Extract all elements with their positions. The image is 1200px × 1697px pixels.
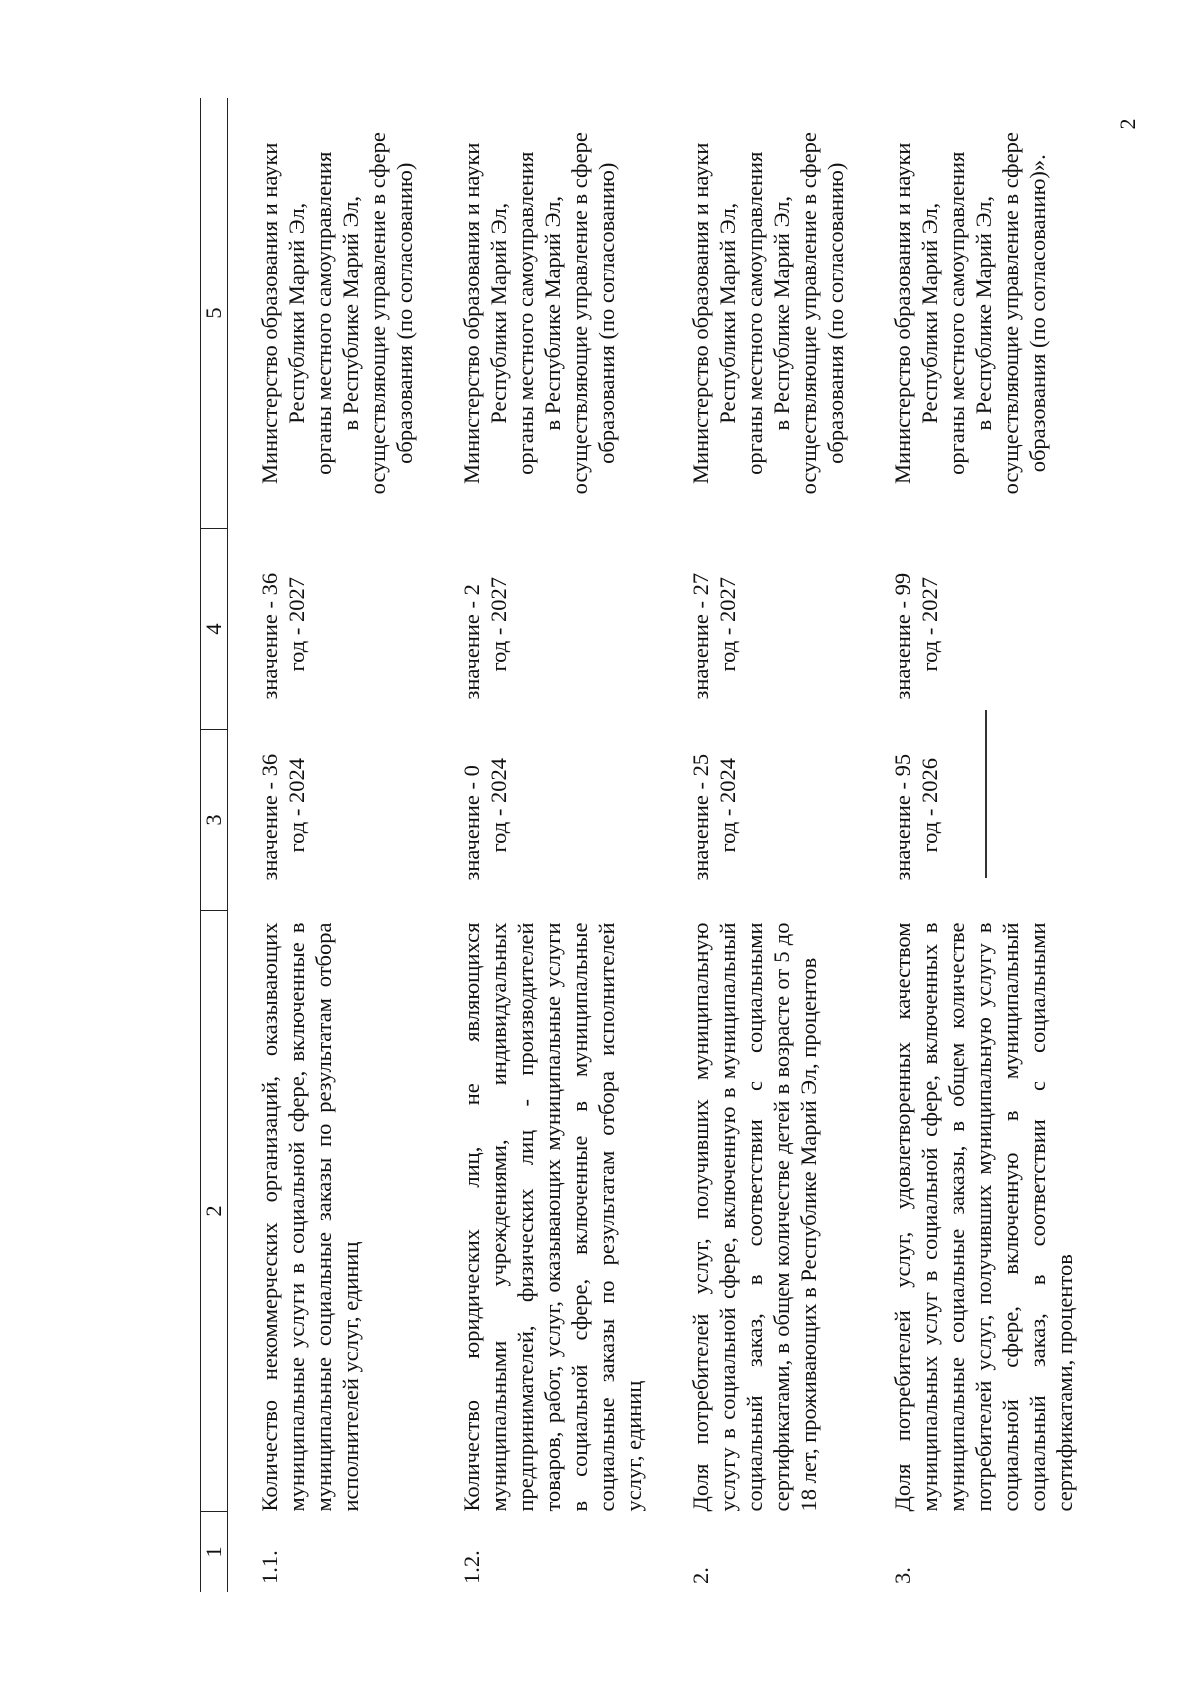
responsible-line: образования (по согласованию) (594, 162, 619, 464)
responsible-cell (861, 98, 1090, 529)
target-value-cell (430, 529, 659, 730)
base-value-cell (228, 730, 431, 911)
table-row (430, 98, 659, 1592)
base-value: значение - 36 (257, 753, 282, 881)
responsible-line: органы местного самоуправления (742, 151, 767, 475)
header-col-1: 1 (201, 1512, 228, 1593)
responsible-line: в Республике Марий Эл, (971, 196, 996, 431)
responsible-line: Республики Марий Эл, (917, 202, 942, 424)
responsible-line: осуществляющие управление в сфере (365, 132, 390, 495)
responsible-line: в Республике Марий Эл, (769, 196, 794, 431)
rotated-table-container (200, 102, 1100, 1592)
page-number: 2 (1115, 118, 1140, 130)
responsible-line: Министерство образования и науки (890, 142, 915, 484)
header-col-5: 5 (201, 98, 228, 529)
base-value-cell (659, 730, 861, 911)
indicator-text: Количество юридических лиц, не являющихся муниципальными учреждениями, индивидуальных предпринимателей, физических лиц - производителей товаров, работ, услуг, оказывающих муниципальные услуги в социальной сфере, включенные в муниципальные социальные заказы по результатам отбора исполнителей услуг, единиц (459, 922, 646, 1512)
target-year: год - 2027 (486, 577, 511, 672)
header-col-2: 2 (201, 911, 228, 1512)
row-number: 1.1. (257, 1550, 282, 1584)
base-year: год - 2024 (284, 758, 309, 853)
target-value: значение - 27 (688, 572, 713, 700)
row-number: 3. (890, 1567, 915, 1584)
responsible-line: образования (по согласованию)». (1025, 154, 1050, 473)
responsible-cell (659, 98, 861, 529)
target-value: значение - 36 (257, 572, 282, 700)
responsible-line: органы местного самоуправления (311, 151, 336, 475)
target-value-cell (659, 529, 861, 730)
base-value-cell (861, 730, 1090, 911)
indicator-text: Количество некоммерческих организаций, оказывающих муниципальные услуги в социальной сфере, включенные в муниципальные социальные заказы по результатам отбора исполнителей услуг, единиц (257, 922, 363, 1512)
responsible-line: Республики Марий Эл, (486, 202, 511, 424)
row-number: 1.2. (459, 1550, 484, 1584)
responsible-line: Министерство образования и науки (688, 142, 713, 484)
indicator-text: Доля потребителей услуг, получивших муниципальную услугу в социальной сфере, включенную в муниципальный социальный заказ, в соответствии с социальными сертификатами, в общем количестве детей в возрасте от 5 до 18 лет, проживающих в Республике Марий Эл, процентов (688, 922, 821, 1512)
base-value: значение - 0 (459, 765, 484, 881)
target-year: год - 2027 (284, 577, 309, 672)
responsible-line: образования (по согласованию) (392, 162, 417, 464)
responsible-line: образования (по согласованию) (823, 162, 848, 464)
target-year: год - 2027 (715, 577, 740, 672)
responsible-line: Министерство образования и науки (459, 142, 484, 484)
responsible-cell (228, 98, 431, 529)
header-col-4: 4 (201, 529, 228, 730)
responsible-line: в Республике Марий Эл, (540, 196, 565, 431)
table-row (228, 98, 431, 1592)
table-header-row (201, 98, 228, 1592)
responsible-line: осуществляющие управление в сфере (998, 132, 1023, 495)
responsible-line: Министерство образования и науки (257, 142, 282, 484)
base-value-cell (430, 730, 659, 911)
responsible-line: осуществляющие управление в сфере (796, 132, 821, 495)
header-col-3: 3 (201, 730, 228, 911)
row-number: 2. (688, 1567, 713, 1584)
base-year: год - 2024 (486, 758, 511, 853)
indicator-text: Доля потребителей услуг, удовлетворенных качеством муниципальных услуг в социальной сфере, включенных в муниципальные социальные заказы, в общем количестве потребителей услуг, получивших муниципальную услугу в социальной сфере, включенную в муниципальный социальный заказ, в соответствии с социальными сертификатами, процентов (890, 922, 1077, 1512)
responsible-line: органы местного самоуправления (944, 151, 969, 475)
base-value: значение - 95 (890, 753, 915, 881)
responsible-line: осуществляющие управление в сфере (567, 132, 592, 495)
table-row (659, 98, 861, 1592)
responsible-line: Республики Марий Эл, (715, 202, 740, 424)
responsible-line: органы местного самоуправления (513, 151, 538, 475)
end-of-document-line (985, 710, 987, 878)
table-row (861, 98, 1090, 1592)
base-year: год - 2026 (917, 758, 942, 853)
base-value: значение - 25 (688, 753, 713, 881)
indicators-table (200, 98, 1090, 1592)
target-value-cell (228, 529, 431, 730)
target-value-cell (861, 529, 1090, 730)
base-year: год - 2024 (715, 758, 740, 853)
target-year: год - 2027 (917, 577, 942, 672)
responsible-line: в Республике Марий Эл, (338, 196, 363, 431)
target-value: значение - 2 (459, 584, 484, 700)
responsible-line: Республики Марий Эл, (284, 202, 309, 424)
target-value: значение - 99 (890, 572, 915, 700)
responsible-cell (430, 98, 659, 529)
